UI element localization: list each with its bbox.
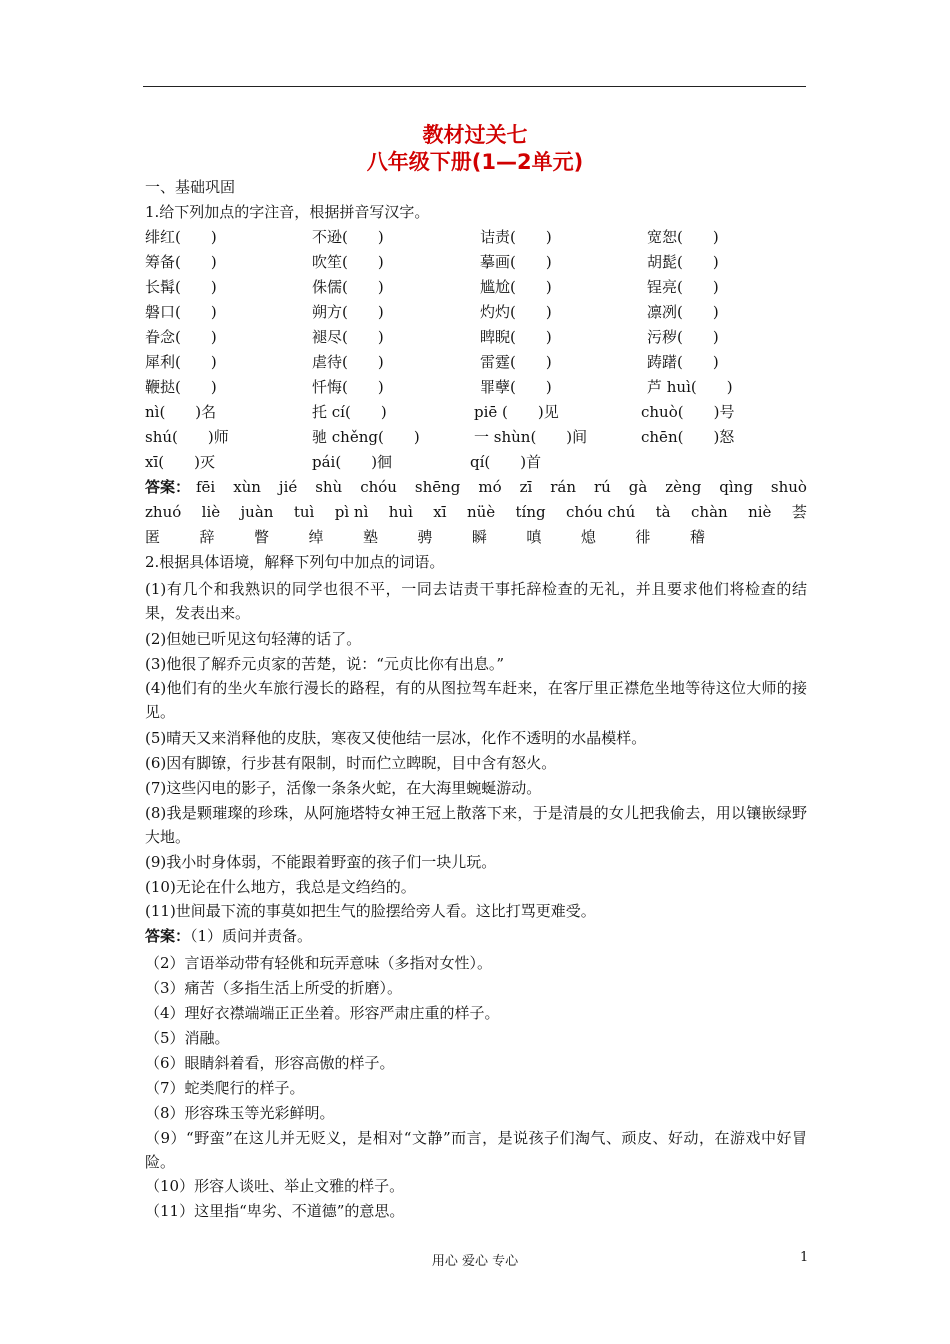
answer-token: zī (519, 478, 533, 496)
answer-token: 徘 (635, 528, 651, 546)
grid-cell: 忏悔( ) (312, 378, 384, 396)
answer-token: chóu (360, 478, 397, 496)
answer-token: 骋 (417, 528, 433, 546)
grid-cell: 雷霆( ) (480, 353, 552, 371)
grid-cell: 诘责( ) (480, 228, 552, 246)
grid-cell: 尴尬( ) (480, 278, 552, 296)
answer-token: chóu chú (566, 503, 636, 521)
question-2-item: (11)世间最下流的事莫如把生气的脸摆给旁人看。这比打骂更难受。 (145, 902, 596, 920)
grid-cell: 芦 huì( ) (647, 378, 733, 396)
grid-cell: 胡髭( ) (647, 253, 719, 271)
grid-cell: 凛冽( ) (647, 303, 719, 321)
pinyin-cell: 托 cí( ) (312, 403, 387, 421)
grid-cell: 睥睨( ) (480, 328, 552, 346)
answer-2-item: （11）这里指“卑劣、不道德”的意思。 (145, 1202, 405, 1220)
answer-token: 熄 (580, 528, 596, 546)
answer-token: rú (593, 478, 611, 496)
question-1: 1.给下列加点的字注音，根据拼音写汉字。 (145, 203, 430, 221)
answer-token: huì (388, 503, 413, 521)
answer-2-item: （9）“野蛮”在这儿并无贬义，是相对“文静”而言，是说孩子们淘气、顽皮、好动，在游戏中好冒险。 (145, 1129, 807, 1171)
answer-token: 匿 (145, 528, 161, 546)
answer-2-item: （5）消融。 (145, 1029, 230, 1047)
pinyin-cell: 一 shùn( )间 (474, 428, 588, 446)
answer-2-item: （6）眼睛斜着看，形容高傲的样子。 (145, 1054, 395, 1072)
answer-2-item: （3）痛苦（多指生活上所受的折磨）。 (145, 979, 403, 997)
question-2-item: (7)这些闪电的影子，活像一条条火蛇，在大海里蜿蜒游动。 (145, 779, 542, 797)
question-2-item: (10)无论在什么地方，我总是文绉绉的。 (145, 878, 416, 896)
grid-cell: 褪尽( ) (312, 328, 384, 346)
page-number: 1 (800, 1250, 809, 1265)
answer-token: xī (433, 503, 447, 521)
grid-cell: 长髯( ) (145, 278, 217, 296)
grid-cell: 磐口( ) (145, 303, 217, 321)
pinyin-cell: 驰 chěng( ) (312, 428, 420, 446)
answer-2-item: （7）蛇类爬行的样子。 (145, 1079, 305, 1097)
answer-token: pì nì (334, 503, 369, 521)
grid-cell: 宽恕( ) (647, 228, 719, 246)
question-2-item: (5)晴天又来消释他的皮肤，寒夜又使他结一层冰，化作不透明的水晶模样。 (145, 729, 647, 747)
question-2-item: (9)我小时身体弱，不能跟着野蛮的孩子们一块儿玩。 (145, 853, 497, 871)
answer-token: 荟 (791, 503, 807, 521)
grid-cell: 锃亮( ) (647, 278, 719, 296)
grid-cell: 鞭挞( ) (145, 378, 217, 396)
question-2-item: (6)因有脚镣，行步甚有限制，时而伫立睥睨，目中含有怒火。 (145, 754, 557, 772)
answer-token: nüè (466, 503, 496, 521)
title-line-1: 教材过关七 (422, 123, 528, 147)
answer-token: fēi (196, 478, 216, 496)
answer-token: rán (550, 478, 577, 496)
grid-cell: 不逊( ) (312, 228, 384, 246)
answer-2-label: 答案： (145, 927, 191, 945)
answer-1-pinyin-row-2 (145, 502, 807, 522)
answer-token: jié (278, 478, 298, 496)
answer-token: tà (655, 503, 671, 521)
answer-1-pinyin-row-1 (196, 477, 807, 497)
answer-token: shù (315, 478, 343, 496)
grid-cell: 侏儒( ) (312, 278, 384, 296)
answer-token: mó (478, 478, 502, 496)
answer-token: shēng (414, 478, 461, 496)
grid-cell: 朔方( ) (312, 303, 384, 321)
answer-token: 辞 (199, 528, 215, 546)
question-2: 2.根据具体语境，解释下列句中加点的词语。 (145, 553, 445, 571)
answer-token: 绰 (308, 528, 324, 546)
question-2-item: (4)他们有的坐火车旅行漫长的路程，有的从图拉驾车赶来，在客厅里正襟危坐地等待这位大师的接见。 (145, 679, 807, 721)
answer-token: xùn (233, 478, 261, 496)
grid-cell: 污秽( ) (647, 328, 719, 346)
page-footer: 用心 爱心 专心 (431, 1254, 519, 1269)
pinyin-cell: qí( )首 (470, 453, 542, 471)
answer-2-item: （10）形容人谈吐、举止文雅的样子。 (145, 1177, 405, 1195)
answer-token: 稽 (689, 528, 705, 546)
grid-cell: 摹画( ) (480, 253, 552, 271)
title-line-2: 八年级下册(1—2单元) (366, 150, 584, 174)
pinyin-cell: chuò( )号 (641, 403, 735, 421)
answer-token: shuò (770, 478, 807, 496)
answer-2-item: （4）理好衣襟端端正正坐着。形容严肃庄重的样子。 (145, 1004, 500, 1022)
answer-token: gà (628, 478, 648, 496)
grid-cell: 绯红( ) (145, 228, 217, 246)
answer-token: zhuó (145, 503, 182, 521)
grid-cell: 罪孽( ) (480, 378, 552, 396)
answer-token: juàn (240, 503, 274, 521)
grid-cell: 虐待( ) (312, 353, 384, 371)
answer-token: tíng (515, 503, 546, 521)
answer-2-item: （2）言语举动带有轻佻和玩弄意味（多指对女性）。 (145, 954, 493, 972)
answer-2-item: （8）形容珠玉等光彩鲜明。 (145, 1104, 335, 1122)
answer-2-label-line (145, 926, 312, 946)
answer-1-row-1 (145, 477, 190, 497)
grid-cell: 踌躇( ) (647, 353, 719, 371)
answer-token: 塾 (362, 528, 378, 546)
question-2-item: (1)有几个和我熟识的同学也很不平，一同去诘责干事托辞检查的无礼，并且要求他们将检查的结果，发表出来。 (145, 580, 807, 622)
answer-label: 答案： (145, 478, 191, 496)
pinyin-cell: shú( )师 (145, 428, 229, 446)
answer-token: chàn (691, 503, 728, 521)
pinyin-cell: piē ( )见 (474, 403, 559, 421)
pinyin-cell: xī( )灭 (145, 453, 215, 471)
grid-cell: 灼灼( ) (480, 303, 552, 321)
question-2-item: (8)我是颗璀璨的珍珠，从阿施塔特女神王冠上散落下来，于是清晨的女儿把我偷去，用以镶嵌绿野大地。 (145, 804, 807, 846)
answer-token: niè (748, 503, 772, 521)
answer-token: qìng (719, 478, 753, 496)
answer-1-chars-row (145, 527, 705, 547)
pinyin-cell: chēn( )怒 (641, 428, 735, 446)
answer-token: liè (201, 503, 221, 521)
grid-cell: 筹备( ) (145, 253, 217, 271)
pinyin-cell: nì( )名 (145, 403, 217, 421)
question-2-item: (3)他很了解乔元贞家的苦楚，说：“元贞比你有出息。” (145, 655, 505, 673)
grid-cell: 眷念( ) (145, 328, 217, 346)
answer-token: 瞥 (253, 528, 269, 546)
answer-token: zèng (665, 478, 702, 496)
answer-token: 嗔 (526, 528, 542, 546)
answer-2-item-1: （1）质问并责备。 (190, 927, 313, 945)
section-heading: 一、基础巩固 (145, 178, 236, 196)
grid-cell: 犀利( ) (145, 353, 217, 371)
answer-token: tuì (293, 503, 315, 521)
answer-token: 瞬 (471, 528, 487, 546)
question-2-item: (2)但她已听见这句轻薄的话了。 (145, 630, 362, 648)
header-rule (143, 86, 806, 87)
grid-cell: 吹笙( ) (312, 253, 384, 271)
pinyin-cell: pái( )徊 (312, 453, 393, 471)
